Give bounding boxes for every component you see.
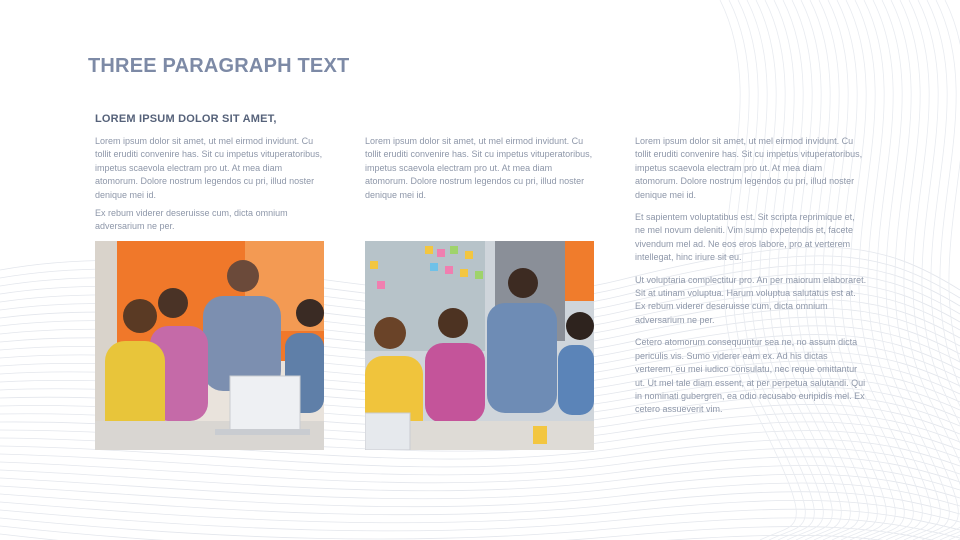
column-2-text (365, 135, 597, 207)
column-3-paragraph-1: Lorem ipsum dolor sit amet, ut mel eirmod invidunt. Cu tollit eruditi convenire has. Sit cu impetus vituperatoribus, impetus scaevola electram pro ut. At mea diam atomorum. Dolore nostrum legendos cu pri, illud noster denique mei id. (635, 136, 863, 200)
wave-line (0, 526, 960, 540)
column-1-paragraph-2: Ex rebum viderer deseruisse cum, dicta omnium adversarium ne per. (95, 208, 288, 232)
column-3-paragraph-2: Et sapientem voluptatibus est. Sit scripta reprimique et, ne mel novum deleniti. Vim sumo expetendis et, facete vivendum mel ad. Ne eos eros labore, pro at verterem intellegat, hinc iriure sit eu. (635, 212, 855, 263)
column-2-paragraph-1: Lorem ipsum dolor sit amet, ut mel eirmod invidunt. Cu tollit eruditi convenire has. Sit cu impetus vituperatoribus, impetus scaevola electram pro ut. At mea diam atomorum. Dolore nostrum legendos cu pri, illud noster denique mei id. (365, 136, 593, 200)
wave-line (0, 509, 960, 531)
wave-line (927, 0, 960, 540)
column-3-paragraph-4: Cetero atomorum consequuntur sea ne, no assum dicta periculis vis. Sumo viderer eam ex. Ad his dictas verterem, eu mei iudico consulatu, nec reque omittantur ut. Ut mel tale diam essent, at per perpetua salutandi. Qui in nominati gubergren, ea odio recusabo euripidis mel. Ex cetero assueverit vim. (635, 337, 866, 415)
smiling-team-portrait-photo (365, 241, 594, 450)
slide-subtitle: LOREM IPSUM DOLOR SIT AMET, (95, 113, 277, 125)
slide-title: THREE PARAGRAPH TEXT (88, 55, 350, 77)
team-working-at-laptop-photo (95, 241, 324, 450)
column-3-text (635, 135, 867, 426)
column-1-paragraph-1: Lorem ipsum dolor sit amet, ut mel eirmod invidunt. Cu tollit eruditi convenire has. Sit cu impetus vituperatoribus, impetus scaevola electram pro ut. At mea diam atomorum. Dolore nostrum legendos cu pri, illud noster denique mei id. (95, 136, 323, 200)
wave-line (945, 0, 960, 540)
column-1-text (95, 135, 327, 239)
column-3-paragraph-3: Ut voluptaria complectitur pro. An per maiorum elaboraret. Sit at utinam voluptua. Harum voluptua salutatus est at. Ex rebum viderer deseruisse cum, dicta omnium adversarium ne per. (635, 274, 867, 325)
wave-line (891, 0, 960, 540)
wave-line (0, 500, 960, 522)
wave-line (909, 0, 960, 540)
